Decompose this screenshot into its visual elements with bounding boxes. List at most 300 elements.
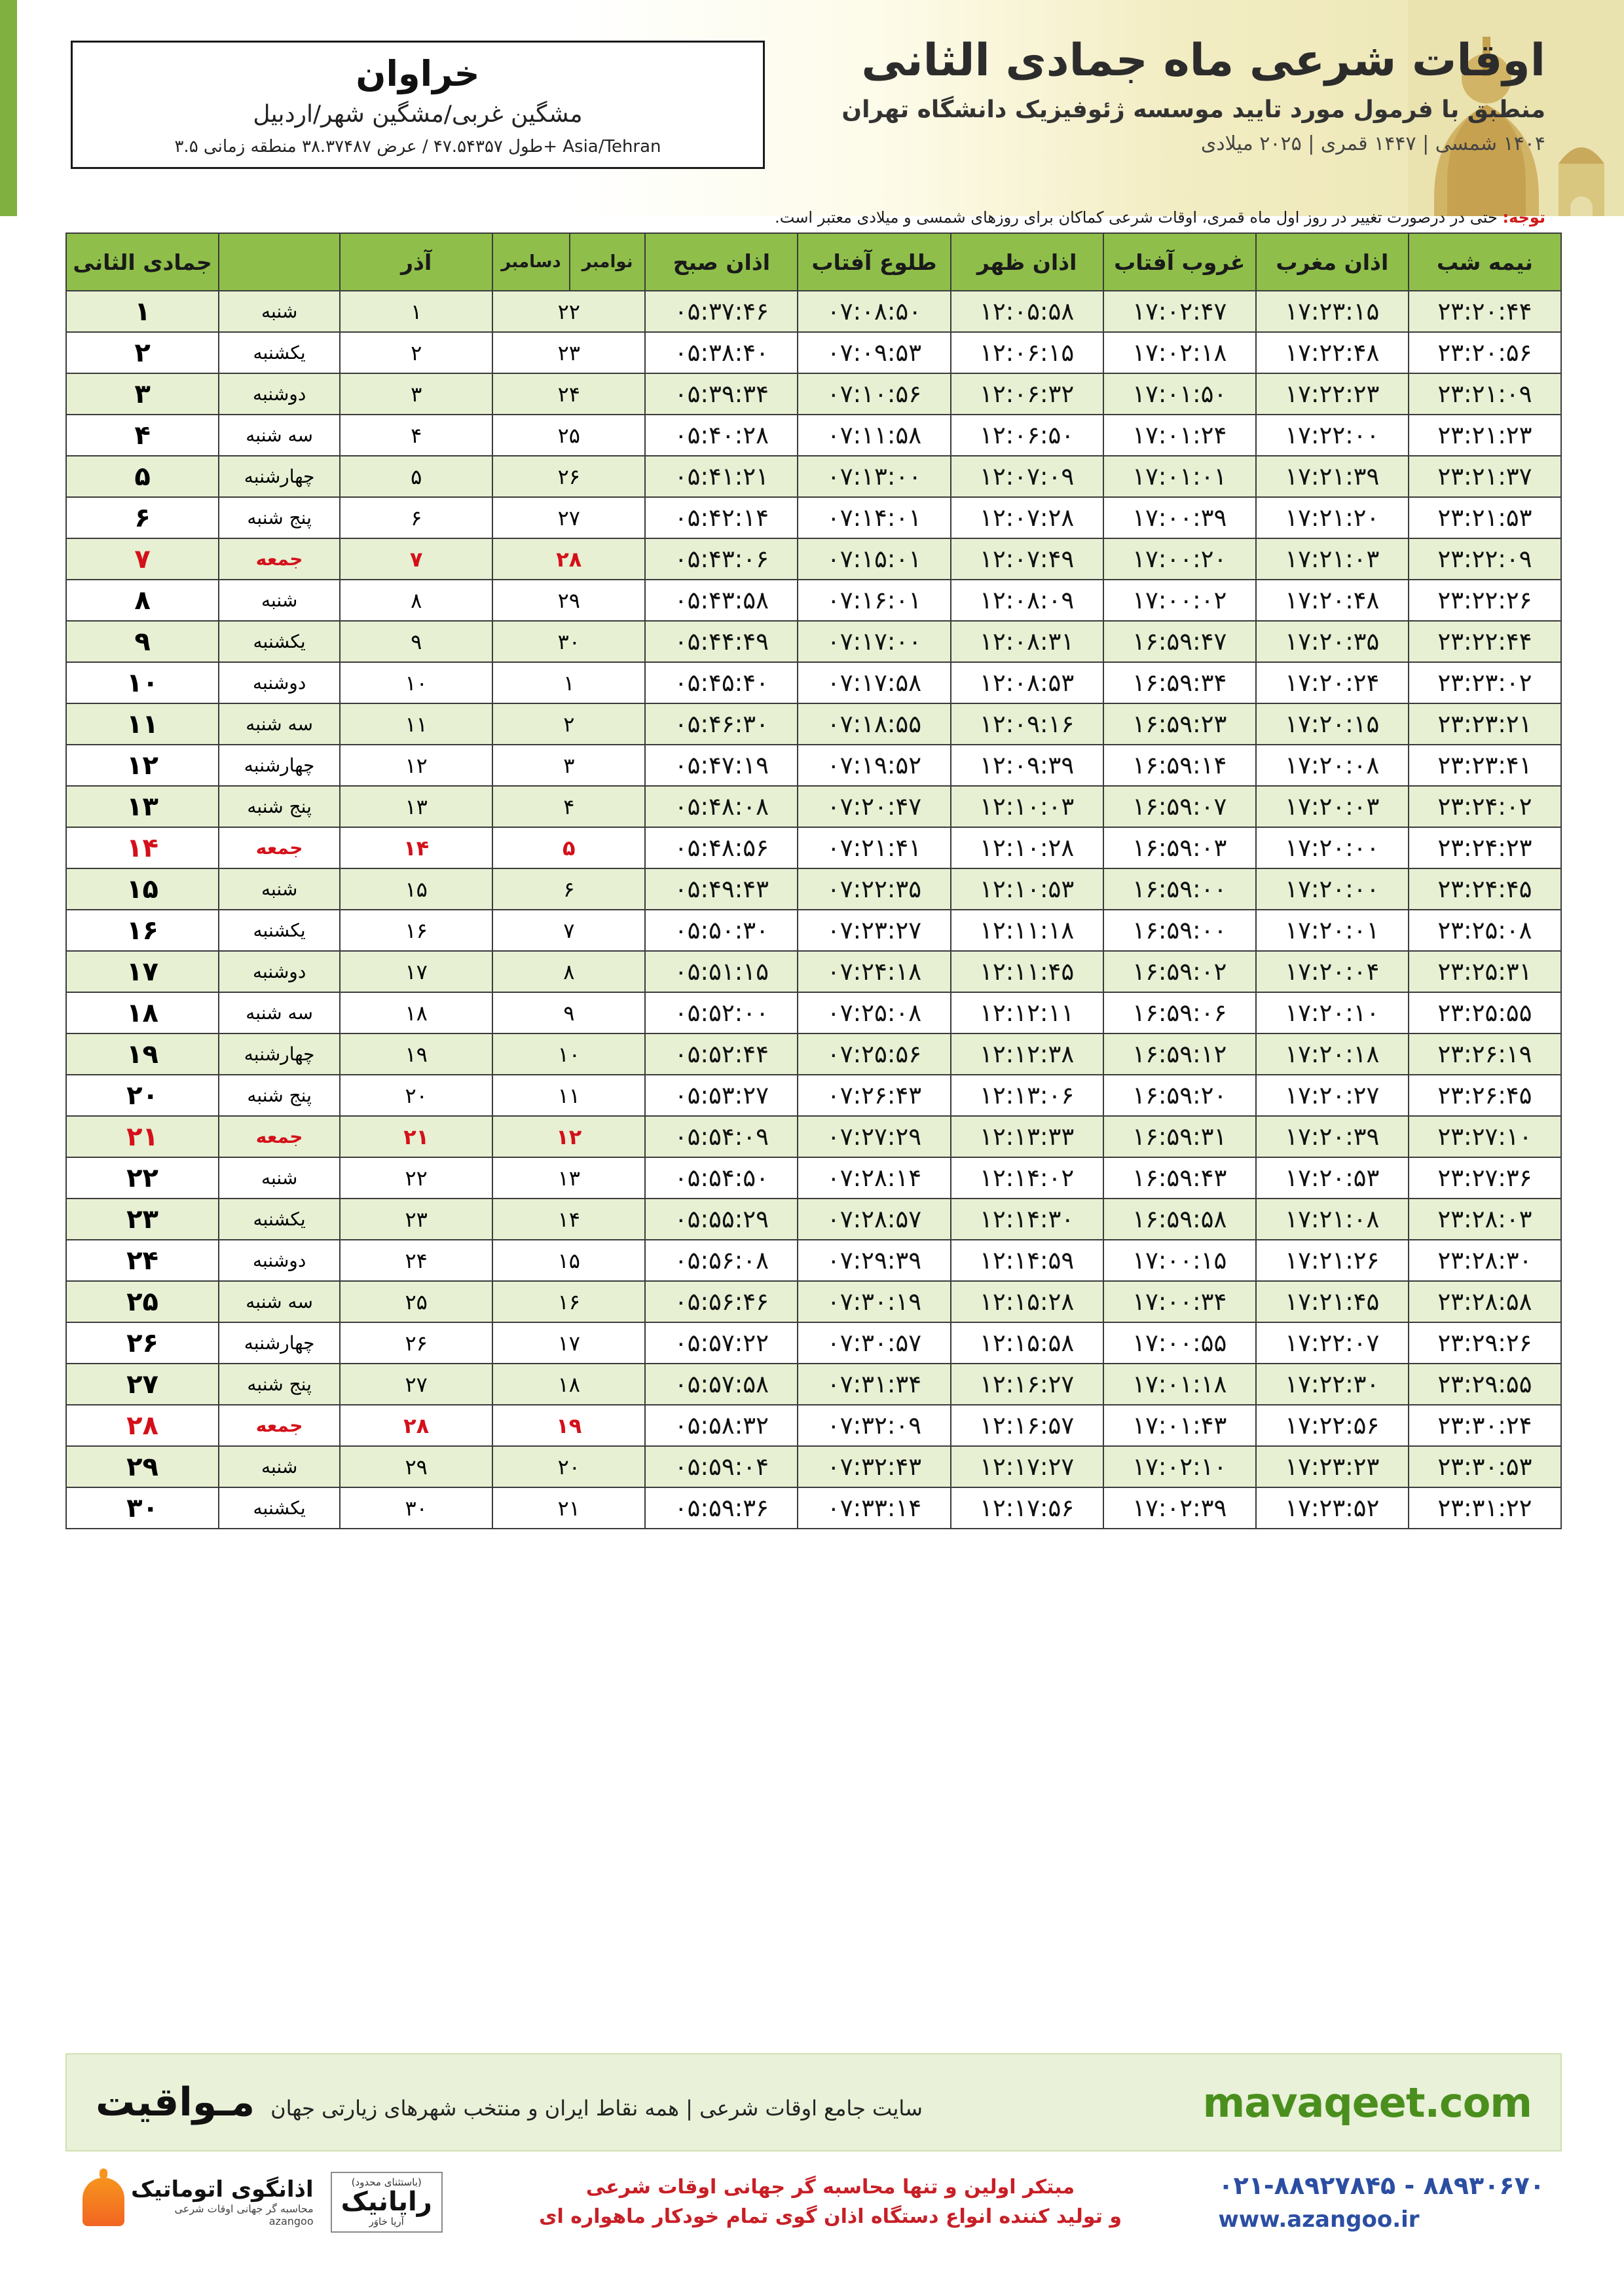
- cell-weekday: یکشنبه: [219, 1487, 340, 1529]
- cell-maghrib: ۱۷:۲۰:۳۹: [1256, 1116, 1409, 1157]
- cell-dhuhr: ۱۲:۱۲:۱۱: [951, 992, 1103, 1033]
- note-label: توجه:: [1502, 208, 1545, 227]
- cell-fajr: ۰۵:۴۵:۴۰: [645, 662, 798, 703]
- cell-sunset: ۱۶:۵۹:۱۴: [1103, 745, 1256, 786]
- col-header-weekday: [219, 233, 340, 291]
- cell-sunset: ۱۷:۰۰:۱۵: [1103, 1240, 1256, 1281]
- cell-maghrib: ۱۷:۲۱:۰۸: [1256, 1199, 1409, 1240]
- cell-maghrib: ۱۷:۲۰:۱۰: [1256, 992, 1409, 1033]
- cell-maghrib: ۱۷:۲۱:۳۹: [1256, 456, 1409, 497]
- cell-fajr: ۰۵:۳۹:۳۴: [645, 373, 798, 415]
- cell-hijri: ۲۴: [66, 1240, 219, 1281]
- cell-fajr: ۰۵:۴۷:۱۹: [645, 745, 798, 786]
- azangoo-logo: [83, 2176, 314, 2227]
- cell-midnight: ۲۳:۲۳:۴۱: [1409, 745, 1561, 786]
- prayer-times-table: [65, 233, 1562, 1529]
- cell-maghrib: ۱۷:۲۱:۲۰: [1256, 497, 1409, 538]
- cell-midnight: ۲۳:۲۱:۵۳: [1409, 497, 1561, 538]
- cell-weekday: چهارشنبه: [219, 745, 340, 786]
- cell-fajr: ۰۵:۴۴:۴۹: [645, 621, 798, 662]
- footer-tagline-line2: و تولید کننده انواع دستگاه اذان گوی تمام خودکار ماهواره ای: [539, 2205, 1122, 2228]
- cell-maghrib: ۱۷:۲۲:۰۷: [1256, 1322, 1409, 1364]
- cell-solar: ۱: [340, 291, 492, 332]
- cell-gregorian: ۲۲: [492, 291, 645, 332]
- col-header-gregorian-dec: دسامبر: [501, 252, 561, 272]
- cell-maghrib: ۱۷:۲۰:۰۰: [1256, 827, 1409, 868]
- azangoo-logo-main: اذانگوی اتوماتیک: [131, 2176, 314, 2203]
- cell-hijri: ۲۱: [66, 1116, 219, 1157]
- cell-maghrib: ۱۷:۲۰:۳۵: [1256, 621, 1409, 662]
- cell-fajr: ۰۵:۵۸:۳۲: [645, 1405, 798, 1446]
- table-row: [66, 291, 1561, 332]
- col-header-midnight: نیمه شب: [1409, 233, 1561, 291]
- footer-tagline-line1: مبتکر اولین و تنها محاسبه گر جهانی اوقات شرعی: [585, 2176, 1075, 2199]
- prayer-times-table-wrap: [65, 233, 1562, 1529]
- cell-midnight: ۲۳:۲۲:۰۹: [1409, 538, 1561, 580]
- cell-gregorian: ۷: [492, 910, 645, 951]
- cell-midnight: ۲۳:۲۸:۳۰: [1409, 1240, 1561, 1281]
- cell-maghrib: ۱۷:۲۰:۰۰: [1256, 868, 1409, 910]
- cell-maghrib: ۱۷:۲۲:۵۶: [1256, 1405, 1409, 1446]
- cell-sunset: ۱۷:۰۱:۲۴: [1103, 415, 1256, 456]
- header-text-block: [841, 37, 1545, 155]
- cell-solar: ۱۶: [340, 910, 492, 951]
- cell-dhuhr: ۱۲:۰۸:۰۹: [951, 580, 1103, 621]
- cell-solar: ۲: [340, 332, 492, 373]
- page-footer: [65, 2053, 1562, 2233]
- cell-solar: ۱۹: [340, 1033, 492, 1075]
- cell-solar: ۸: [340, 580, 492, 621]
- cell-dhuhr: ۱۲:۰۸:۵۳: [951, 662, 1103, 703]
- cell-gregorian: ۱۶: [492, 1281, 645, 1322]
- cell-weekday: دوشنبه: [219, 1240, 340, 1281]
- cell-hijri: ۶: [66, 497, 219, 538]
- cell-gregorian: ۲۸: [492, 538, 645, 580]
- table-row: [66, 373, 1561, 415]
- cell-weekday: سه شنبه: [219, 992, 340, 1033]
- table-row: [66, 1364, 1561, 1405]
- cell-hijri: ۲۸: [66, 1405, 219, 1446]
- cell-sunrise: ۰۷:۱۵:۰۱: [798, 538, 950, 580]
- cell-hijri: ۴: [66, 415, 219, 456]
- cell-sunrise: ۰۷:۲۴:۱۸: [798, 951, 950, 992]
- cell-midnight: ۲۳:۲۴:۴۵: [1409, 868, 1561, 910]
- cell-sunrise: ۰۷:۱۸:۵۵: [798, 703, 950, 745]
- cell-maghrib: ۱۷:۲۰:۰۴: [1256, 951, 1409, 992]
- cell-sunrise: ۰۷:۲۶:۴۳: [798, 1075, 950, 1116]
- cell-fajr: ۰۵:۴۳:۵۸: [645, 580, 798, 621]
- cell-maghrib: ۱۷:۲۱:۲۶: [1256, 1240, 1409, 1281]
- cell-sunset: ۱۶:۵۹:۵۸: [1103, 1199, 1256, 1240]
- cell-sunrise: ۰۷:۳۰:۵۷: [798, 1322, 950, 1364]
- cell-solar: ۲۴: [340, 1240, 492, 1281]
- cell-maghrib: ۱۷:۲۰:۲۴: [1256, 662, 1409, 703]
- cell-weekday: پنج شنبه: [219, 497, 340, 538]
- cell-solar: ۳: [340, 373, 492, 415]
- cell-maghrib: ۱۷:۲۰:۵۳: [1256, 1157, 1409, 1199]
- cell-gregorian: ۵: [492, 827, 645, 868]
- cell-hijri: ۲۷: [66, 1364, 219, 1405]
- cell-sunrise: ۰۷:۳۲:۴۳: [798, 1446, 950, 1487]
- cell-weekday: پنج شنبه: [219, 1075, 340, 1116]
- footer-contact: [1218, 2171, 1545, 2233]
- cell-gregorian: ۱۷: [492, 1322, 645, 1364]
- cell-weekday: دوشنبه: [219, 662, 340, 703]
- cell-weekday: چهارشنبه: [219, 1033, 340, 1075]
- cell-midnight: ۲۳:۲۰:۵۶: [1409, 332, 1561, 373]
- cell-gregorian: ۲۵: [492, 415, 645, 456]
- cell-solar: ۲۳: [340, 1199, 492, 1240]
- cell-gregorian: ۱۰: [492, 1033, 645, 1075]
- cell-midnight: ۲۳:۲۵:۰۸: [1409, 910, 1561, 951]
- cell-midnight: ۲۳:۲۴:۰۲: [1409, 786, 1561, 827]
- cell-fajr: ۰۵:۵۶:۴۶: [645, 1281, 798, 1322]
- cell-gregorian: ۱۳: [492, 1157, 645, 1199]
- cell-sunset: ۱۶:۵۹:۲۰: [1103, 1075, 1256, 1116]
- cell-midnight: ۲۳:۲۱:۰۹: [1409, 373, 1561, 415]
- cell-solar: ۱۳: [340, 786, 492, 827]
- cell-sunrise: ۰۷:۱۴:۰۱: [798, 497, 950, 538]
- cell-midnight: ۲۳:۲۲:۴۴: [1409, 621, 1561, 662]
- table-row: [66, 621, 1561, 662]
- cell-gregorian: ۲۷: [492, 497, 645, 538]
- cell-dhuhr: ۱۲:۱۵:۵۸: [951, 1322, 1103, 1364]
- page-header: [0, 0, 1624, 216]
- cell-midnight: ۲۳:۲۳:۰۲: [1409, 662, 1561, 703]
- cell-fajr: ۰۵:۴۰:۲۸: [645, 415, 798, 456]
- cell-fajr: ۰۵:۴۶:۳۰: [645, 703, 798, 745]
- cell-hijri: ۲۰: [66, 1075, 219, 1116]
- cell-fajr: ۰۵:۵۵:۲۹: [645, 1199, 798, 1240]
- col-header-gregorian: [492, 233, 645, 291]
- cell-sunrise: ۰۷:۱۷:۰۰: [798, 621, 950, 662]
- cell-maghrib: ۱۷:۲۰:۴۸: [1256, 580, 1409, 621]
- cell-sunrise: ۰۷:۱۹:۵۲: [798, 745, 950, 786]
- cell-sunrise: ۰۷:۱۱:۵۸: [798, 415, 950, 456]
- cell-weekday: یکشنبه: [219, 332, 340, 373]
- table-row: [66, 1033, 1561, 1075]
- cell-hijri: ۱۱: [66, 703, 219, 745]
- cell-midnight: ۲۳:۲۹:۵۵: [1409, 1364, 1561, 1405]
- cell-hijri: ۱۸: [66, 992, 219, 1033]
- cell-hijri: ۲۲: [66, 1157, 219, 1199]
- cell-sunset: ۱۷:۰۱:۴۳: [1103, 1405, 1256, 1446]
- cell-fajr: ۰۵:۳۷:۴۶: [645, 291, 798, 332]
- cell-dhuhr: ۱۲:۱۷:۵۶: [951, 1487, 1103, 1529]
- cell-gregorian: ۸: [492, 951, 645, 992]
- cell-fajr: ۰۵:۵۴:۵۰: [645, 1157, 798, 1199]
- cell-midnight: ۲۳:۲۶:۴۵: [1409, 1075, 1561, 1116]
- footer-lower: [65, 2151, 1562, 2233]
- cell-sunset: ۱۶:۵۹:۳۱: [1103, 1116, 1256, 1157]
- cell-solar: ۲۷: [340, 1364, 492, 1405]
- cell-solar: ۷: [340, 538, 492, 580]
- cell-maghrib: ۱۷:۲۳:۵۲: [1256, 1487, 1409, 1529]
- cell-solar: ۱۵: [340, 868, 492, 910]
- footer-brand-band: [65, 2053, 1562, 2151]
- cell-solar: ۲۶: [340, 1322, 492, 1364]
- azangoo-logo-text: [131, 2176, 314, 2227]
- page-title: اوقات شرعی ماه جمادی الثانی: [861, 35, 1545, 86]
- cell-dhuhr: ۱۲:۱۰:۲۸: [951, 827, 1103, 868]
- cell-solar: ۱۰: [340, 662, 492, 703]
- cell-dhuhr: ۱۲:۱۴:۳۰: [951, 1199, 1103, 1240]
- cell-gregorian: ۱۹: [492, 1405, 645, 1446]
- table-row: [66, 951, 1561, 992]
- cell-dhuhr: ۱۲:۰۶:۳۲: [951, 373, 1103, 415]
- cell-maghrib: ۱۷:۲۳:۱۵: [1256, 291, 1409, 332]
- cell-fajr: ۰۵:۵۱:۱۵: [645, 951, 798, 992]
- cell-gregorian: ۲۰: [492, 1446, 645, 1487]
- city-name: خراوان: [356, 53, 480, 94]
- cell-sunset: ۱۶:۵۹:۲۳: [1103, 703, 1256, 745]
- cell-sunrise: ۰۷:۲۷:۲۹: [798, 1116, 950, 1157]
- cell-weekday: شنبه: [219, 868, 340, 910]
- cell-hijri: ۲۳: [66, 1199, 219, 1240]
- cell-hijri: ۹: [66, 621, 219, 662]
- cell-sunrise: ۰۷:۲۸:۵۷: [798, 1199, 950, 1240]
- footer-tagline: [539, 2172, 1122, 2231]
- cell-solar: ۹: [340, 621, 492, 662]
- cell-weekday: یکشنبه: [219, 621, 340, 662]
- cell-hijri: ۱۵: [66, 868, 219, 910]
- cell-sunset: ۱۷:۰۰:۳۹: [1103, 497, 1256, 538]
- cell-weekday: جمعه: [219, 538, 340, 580]
- cell-maghrib: ۱۷:۲۱:۴۵: [1256, 1281, 1409, 1322]
- cell-dhuhr: ۱۲:۱۶:۵۷: [951, 1405, 1103, 1446]
- cell-gregorian: ۱۱: [492, 1075, 645, 1116]
- cell-solar: ۱۴: [340, 827, 492, 868]
- cell-gregorian: ۲۱: [492, 1487, 645, 1529]
- table-row: [66, 703, 1561, 745]
- table-row: [66, 497, 1561, 538]
- cell-midnight: ۲۳:۲۸:۵۸: [1409, 1281, 1561, 1322]
- cell-dhuhr: ۱۲:۱۷:۲۷: [951, 1446, 1103, 1487]
- cell-sunrise: ۰۷:۱۶:۰۱: [798, 580, 950, 621]
- cell-fajr: ۰۵:۴۱:۲۱: [645, 456, 798, 497]
- cell-fajr: ۰۵:۵۷:۲۲: [645, 1322, 798, 1364]
- azangoo-logo-sub: محاسبه گر جهانی اوقات شرعی: [174, 2203, 314, 2215]
- cell-sunset: ۱۶:۵۹:۱۲: [1103, 1033, 1256, 1075]
- cell-sunset: ۱۶:۵۹:۰۰: [1103, 868, 1256, 910]
- col-header-maghrib: اذان مغرب: [1256, 233, 1409, 291]
- col-header-gregorian-nov: نوامبر: [569, 234, 645, 290]
- cell-maghrib: ۱۷:۲۰:۰۸: [1256, 745, 1409, 786]
- cell-fajr: ۰۵:۴۸:۵۶: [645, 827, 798, 868]
- table-row: [66, 662, 1561, 703]
- cell-dhuhr: ۱۲:۱۰:۰۳: [951, 786, 1103, 827]
- cell-solar: ۲۰: [340, 1075, 492, 1116]
- page-subtitle: منطبق با فرمول مورد تایید موسسه ژئوفیزیک دانشگاه تهران: [841, 96, 1545, 123]
- cell-gregorian: ۱۸: [492, 1364, 645, 1405]
- cell-fajr: ۰۵:۴۸:۰۸: [645, 786, 798, 827]
- cell-dhuhr: ۱۲:۰۶:۱۵: [951, 332, 1103, 373]
- cell-maghrib: ۱۷:۲۱:۰۳: [1256, 538, 1409, 580]
- cell-gregorian: ۳: [492, 745, 645, 786]
- table-row: [66, 1446, 1561, 1487]
- cell-sunset: ۱۷:۰۱:۱۸: [1103, 1364, 1256, 1405]
- cell-weekday: جمعه: [219, 1405, 340, 1446]
- cell-fajr: ۰۵:۵۹:۳۶: [645, 1487, 798, 1529]
- cell-gregorian: ۱۵: [492, 1240, 645, 1281]
- cell-sunset: ۱۷:۰۲:۴۷: [1103, 291, 1256, 332]
- table-row: [66, 1116, 1561, 1157]
- cell-sunset: ۱۶:۵۹:۰۰: [1103, 910, 1256, 951]
- table-row: [66, 1405, 1561, 1446]
- cell-hijri: ۱۴: [66, 827, 219, 868]
- cell-midnight: ۲۳:۳۰:۵۳: [1409, 1446, 1561, 1487]
- cell-hijri: ۳: [66, 373, 219, 415]
- cell-fajr: ۰۵:۵۰:۳۰: [645, 910, 798, 951]
- cell-fajr: ۰۵:۴۹:۴۳: [645, 868, 798, 910]
- cell-midnight: ۲۳:۳۰:۲۴: [1409, 1405, 1561, 1446]
- note-text: حتی در درصورت تغییر در روز اول ماه قمری، اوقات شرعی کماکان برای روزهای شمسی و میلادی معتبر است.: [775, 208, 1498, 227]
- cell-hijri: ۷: [66, 538, 219, 580]
- table-row: [66, 332, 1561, 373]
- cell-midnight: ۲۳:۲۹:۲۶: [1409, 1322, 1561, 1364]
- table-header-row: [66, 233, 1561, 291]
- cell-gregorian: ۱۲: [492, 1116, 645, 1157]
- cell-maghrib: ۱۷:۲۰:۱۸: [1256, 1033, 1409, 1075]
- table-row: [66, 580, 1561, 621]
- cell-sunrise: ۰۷:۳۰:۱۹: [798, 1281, 950, 1322]
- cell-fajr: ۰۵:۵۲:۴۴: [645, 1033, 798, 1075]
- cell-solar: ۲۹: [340, 1446, 492, 1487]
- table-row: [66, 1157, 1561, 1199]
- cell-maghrib: ۱۷:۲۲:۲۳: [1256, 373, 1409, 415]
- cell-sunrise: ۰۷:۲۸:۱۴: [798, 1157, 950, 1199]
- cell-dhuhr: ۱۲:۰۶:۵۰: [951, 415, 1103, 456]
- cell-dhuhr: ۱۲:۰۷:۲۸: [951, 497, 1103, 538]
- cell-sunset: ۱۷:۰۲:۱۰: [1103, 1446, 1256, 1487]
- cell-gregorian: ۲۶: [492, 456, 645, 497]
- page-years: ۱۴۰۴ شمسی | ۱۴۴۷ قمری | ۲۰۲۵ میلادی: [1200, 132, 1545, 155]
- footer-site-url[interactable]: mavaqeet.com: [1202, 2078, 1532, 2127]
- cell-midnight: ۲۳:۲۱:۳۷: [1409, 456, 1561, 497]
- cell-weekday: پنج شنبه: [219, 1364, 340, 1405]
- cell-gregorian: ۱: [492, 662, 645, 703]
- cell-sunrise: ۰۷:۰۹:۵۳: [798, 332, 950, 373]
- cell-sunset: ۱۶:۵۹:۴۷: [1103, 621, 1256, 662]
- cell-maghrib: ۱۷:۲۲:۴۸: [1256, 332, 1409, 373]
- cell-midnight: ۲۳:۲۳:۲۱: [1409, 703, 1561, 745]
- footer-logos: [83, 2172, 443, 2233]
- cell-midnight: ۲۳:۲۴:۲۳: [1409, 827, 1561, 868]
- cell-hijri: ۱۶: [66, 910, 219, 951]
- cell-sunrise: ۰۷:۲۳:۲۷: [798, 910, 950, 951]
- azangoo-logo-latin: azangoo: [268, 2215, 314, 2227]
- cell-hijri: ۱۹: [66, 1033, 219, 1075]
- cell-solar: ۵: [340, 456, 492, 497]
- cell-solar: ۲۱: [340, 1116, 492, 1157]
- cell-dhuhr: ۱۲:۱۵:۲۸: [951, 1281, 1103, 1322]
- table-row: [66, 910, 1561, 951]
- footer-phone: ۰۲۱-۸۸۹۲۷۸۴۵ - ۸۸۹۳۰۶۷۰: [1218, 2171, 1545, 2200]
- cell-weekday: سه شنبه: [219, 1281, 340, 1322]
- cell-solar: ۴: [340, 415, 492, 456]
- cell-gregorian: ۳۰: [492, 621, 645, 662]
- cell-hijri: ۲۹: [66, 1446, 219, 1487]
- cell-weekday: شنبه: [219, 580, 340, 621]
- table-row: [66, 868, 1561, 910]
- cell-dhuhr: ۱۲:۱۴:۰۲: [951, 1157, 1103, 1199]
- footer-website[interactable]: www.azangoo.ir: [1218, 2206, 1420, 2233]
- cell-weekday: شنبه: [219, 1157, 340, 1199]
- cell-sunrise: ۰۷:۰۸:۵۰: [798, 291, 950, 332]
- city-info-box: [71, 41, 765, 169]
- cell-gregorian: ۹: [492, 992, 645, 1033]
- city-region: مشگین غربی/مشگین شهر/اردبیل: [253, 101, 583, 128]
- cell-fajr: ۰۵:۵۶:۰۸: [645, 1240, 798, 1281]
- cell-fajr: ۰۵:۳۸:۴۰: [645, 332, 798, 373]
- cell-sunset: ۱۶:۵۹:۰۲: [1103, 951, 1256, 992]
- cell-gregorian: ۶: [492, 868, 645, 910]
- table-row: [66, 786, 1561, 827]
- cell-hijri: ۱۳: [66, 786, 219, 827]
- footer-brand-desc: سایت جامع اوقات شرعی | همه نقاط ایران و منتخب شهرهای زیارتی جهان: [270, 2096, 923, 2121]
- col-header-solar: آذر: [340, 233, 492, 291]
- cell-dhuhr: ۱۲:۱۳:۰۶: [951, 1075, 1103, 1116]
- cell-fajr: ۰۵:۴۲:۱۴: [645, 497, 798, 538]
- cell-sunrise: ۰۷:۲۱:۴۱: [798, 827, 950, 868]
- table-row: [66, 1281, 1561, 1322]
- cell-gregorian: ۴: [492, 786, 645, 827]
- cell-sunset: ۱۷:۰۲:۱۸: [1103, 332, 1256, 373]
- cell-maghrib: ۱۷:۲۳:۲۳: [1256, 1446, 1409, 1487]
- cell-weekday: جمعه: [219, 1116, 340, 1157]
- cell-sunrise: ۰۷:۱۰:۵۶: [798, 373, 950, 415]
- cell-maghrib: ۱۷:۲۲:۰۰: [1256, 415, 1409, 456]
- cell-sunrise: ۰۷:۲۲:۳۵: [798, 868, 950, 910]
- cell-gregorian: ۱۴: [492, 1199, 645, 1240]
- rayanik-logo-small: (باستثنای محدود): [351, 2176, 422, 2188]
- cell-hijri: ۵: [66, 456, 219, 497]
- cell-midnight: ۲۳:۲۵:۵۵: [1409, 992, 1561, 1033]
- table-row: [66, 415, 1561, 456]
- cell-sunrise: ۰۷:۲۰:۴۷: [798, 786, 950, 827]
- cell-hijri: ۲: [66, 332, 219, 373]
- cell-midnight: ۲۳:۲۶:۱۹: [1409, 1033, 1561, 1075]
- minaret-speaker-icon: [83, 2178, 124, 2226]
- cell-sunrise: ۰۷:۲۵:۰۸: [798, 992, 950, 1033]
- note-line: [72, 208, 1545, 227]
- cell-solar: ۲۸: [340, 1405, 492, 1446]
- cell-maghrib: ۱۷:۲۰:۲۷: [1256, 1075, 1409, 1116]
- cell-dhuhr: ۱۲:۱۲:۳۸: [951, 1033, 1103, 1075]
- cell-hijri: ۱۰: [66, 662, 219, 703]
- rayanik-logo-main: رایانیک: [341, 2187, 432, 2217]
- cell-sunset: ۱۷:۰۰:۲۰: [1103, 538, 1256, 580]
- cell-dhuhr: ۱۲:۰۵:۵۸: [951, 291, 1103, 332]
- cell-fajr: ۰۵:۵۹:۰۴: [645, 1446, 798, 1487]
- col-header-dhuhr: اذان ظهر: [951, 233, 1103, 291]
- cell-dhuhr: ۱۲:۰۹:۳۹: [951, 745, 1103, 786]
- table-row: [66, 538, 1561, 580]
- cell-solar: ۲۲: [340, 1157, 492, 1199]
- cell-midnight: ۲۳:۳۱:۲۲: [1409, 1487, 1561, 1529]
- cell-weekday: یکشنبه: [219, 910, 340, 951]
- table-row: [66, 745, 1561, 786]
- cell-gregorian: ۲۴: [492, 373, 645, 415]
- cell-maghrib: ۱۷:۲۰:۱۵: [1256, 703, 1409, 745]
- cell-midnight: ۲۳:۲۷:۳۶: [1409, 1157, 1561, 1199]
- cell-hijri: ۲۶: [66, 1322, 219, 1364]
- table-row: [66, 1199, 1561, 1240]
- cell-sunset: ۱۶:۵۹:۴۳: [1103, 1157, 1256, 1199]
- table-row: [66, 456, 1561, 497]
- cell-weekday: دوشنبه: [219, 951, 340, 992]
- cell-dhuhr: ۱۲:۰۷:۰۹: [951, 456, 1103, 497]
